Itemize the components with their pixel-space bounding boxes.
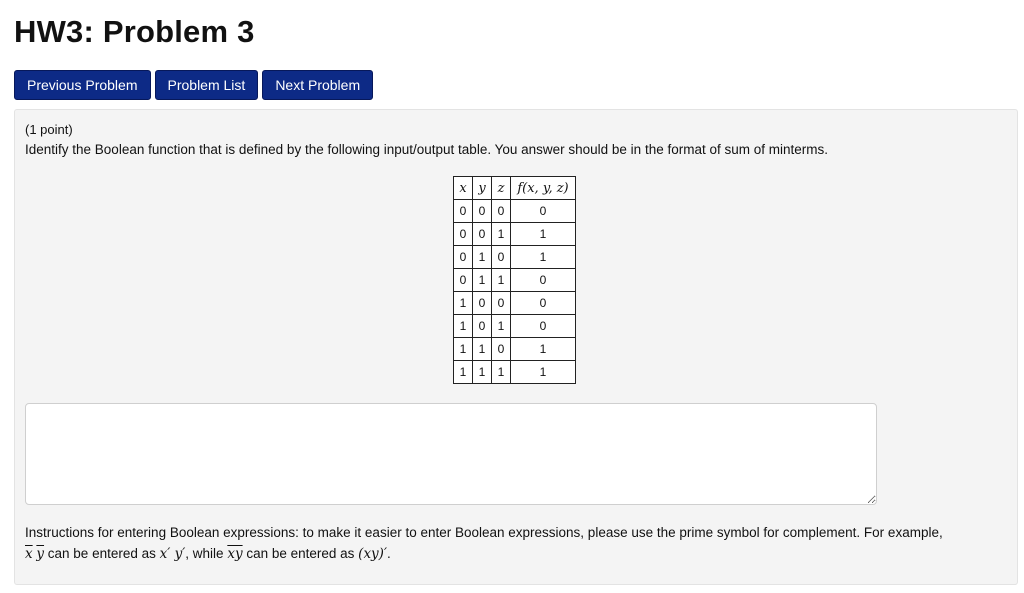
cell-y: 0 — [473, 292, 492, 315]
cell-f: 1 — [511, 246, 576, 269]
cell-f: 1 — [511, 338, 576, 361]
cell-z: 1 — [492, 361, 511, 384]
cell-y: 1 — [473, 361, 492, 384]
header-x: x — [454, 177, 473, 200]
header-f: f(x, y, z) — [511, 177, 576, 200]
cell-y: 1 — [473, 246, 492, 269]
example-x-bar: $\overline{x}$ — [25, 546, 33, 562]
page-title: HW3: Problem 3 — [14, 14, 255, 49]
cell-x: 1 — [454, 361, 473, 384]
cell-f: 0 — [511, 200, 576, 223]
next-problem-button[interactable]: Next Problem — [262, 70, 373, 100]
header-y: y — [473, 177, 492, 200]
table-row — [454, 223, 576, 246]
problem-statement: Identify the Boolean function that is defined by the following input/output table. You answer should be in the format of sum of minterms. — [25, 142, 828, 157]
cell-x: 1 — [454, 315, 473, 338]
cell-y: 1 — [473, 269, 492, 292]
example-y-bar: $\overline{y}$ — [36, 546, 45, 562]
truth-table-header-row — [454, 177, 576, 200]
cell-x: 0 — [454, 246, 473, 269]
cell-x: 1 — [454, 338, 473, 361]
cell-y: 0 — [473, 223, 492, 246]
cell-y: 0 — [473, 315, 492, 338]
example-text-3: can be entered as — [242, 546, 359, 561]
previous-problem-button[interactable]: Previous Problem — [14, 70, 151, 100]
cell-x: 0 — [454, 200, 473, 223]
example-end: . — [387, 546, 391, 561]
cell-f: 0 — [511, 292, 576, 315]
cell-f: 1 — [511, 361, 576, 384]
cell-x: 1 — [454, 292, 473, 315]
problem-list-button[interactable]: Problem List — [155, 70, 259, 100]
table-row — [454, 200, 576, 223]
header-z: z — [492, 177, 511, 200]
cell-f: 0 — [511, 269, 576, 292]
cell-z: 1 — [492, 315, 511, 338]
instructions-text: Instructions for entering Boolean expressions: to make it easier to enter Boolean expressions, please use the prime symbol for complement. For example, — [25, 525, 943, 540]
problem-points: (1 point) — [25, 122, 73, 137]
table-row — [454, 315, 576, 338]
instructions — [25, 522, 1015, 565]
cell-z: 0 — [492, 200, 511, 223]
cell-f: 0 — [511, 315, 576, 338]
problem-panel — [14, 109, 1018, 585]
example-text-1: can be entered as — [44, 546, 160, 561]
cell-x: 0 — [454, 223, 473, 246]
cell-z: 0 — [492, 338, 511, 361]
table-row — [454, 292, 576, 315]
truth-table — [453, 176, 576, 384]
cell-z: 1 — [492, 269, 511, 292]
example-xy-bar: $\overline{xy}$ — [227, 546, 243, 562]
example-prime-2: (xy)′ — [358, 546, 388, 562]
example-text-2: , while — [185, 546, 228, 561]
cell-z: 1 — [492, 223, 511, 246]
table-row — [454, 361, 576, 384]
table-row — [454, 269, 576, 292]
cell-y: 1 — [473, 338, 492, 361]
table-row — [454, 246, 576, 269]
cell-z: 0 — [492, 292, 511, 315]
cell-y: 0 — [473, 200, 492, 223]
cell-f: 1 — [511, 223, 576, 246]
table-row — [454, 338, 576, 361]
problem-nav — [14, 70, 373, 100]
answer-input[interactable] — [25, 403, 877, 505]
cell-x: 0 — [454, 269, 473, 292]
cell-z: 0 — [492, 246, 511, 269]
example-prime-1: x′ y′ — [159, 546, 186, 562]
